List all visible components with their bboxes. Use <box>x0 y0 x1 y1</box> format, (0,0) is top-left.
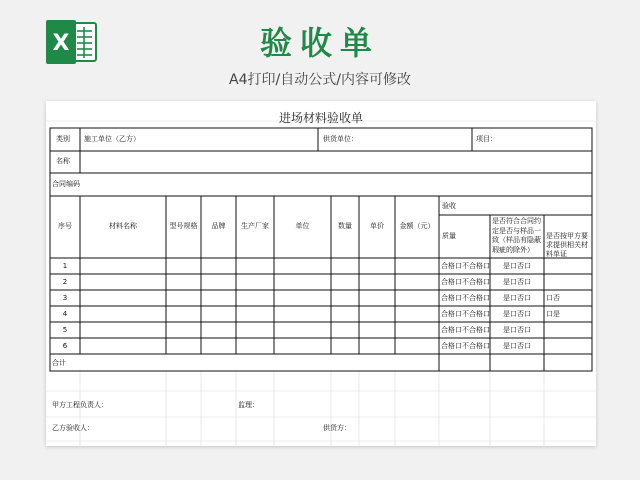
table-row-seq: 6 <box>62 342 68 350</box>
match-checkbox-group[interactable]: 是口否口 <box>503 342 531 350</box>
col-match: 是否符合合同约定是否与样品一致（样品有隐蔽瑕疵的除外） <box>492 217 541 254</box>
logo-letter: X <box>52 31 70 56</box>
col-price: 单价 <box>370 222 384 230</box>
quality-checkbox-group[interactable]: 合格口不合格口 <box>441 326 490 334</box>
form-grid <box>46 101 596 446</box>
page-title: 验收单 <box>259 24 380 62</box>
match-checkbox-group[interactable]: 是口否口 <box>503 326 531 334</box>
table-row-seq: 2 <box>62 278 68 286</box>
total-label: 合计 <box>52 359 66 367</box>
type-label: 类别 <box>56 135 70 143</box>
col-quality: 质量 <box>442 232 456 240</box>
project-label: 项目： <box>476 135 497 143</box>
quality-checkbox-group[interactable]: 合格口不合格口 <box>441 294 490 302</box>
quality-checkbox-group[interactable]: 合格口不合格口 <box>441 342 490 350</box>
quality-checkbox-group[interactable]: 合格口不合格口 <box>441 310 490 318</box>
construction-unit-label: 施工单位（乙方） <box>84 135 140 143</box>
table-row-seq: 3 <box>62 294 68 302</box>
col-material: 材料名称 <box>109 222 137 230</box>
match-checkbox-group[interactable]: 是口否口 <box>503 310 531 318</box>
col-spec: 型号规格 <box>169 222 198 230</box>
contract-no-label: 合同编码 <box>52 180 80 188</box>
table-row-seq: 4 <box>62 310 68 318</box>
page-subtitle: A4打印/自动公式/内容可修改 <box>229 72 411 88</box>
col-qty: 数量 <box>338 222 352 230</box>
party-a-option-no[interactable]: 口否 <box>546 294 560 302</box>
form-title: 进场材料验收单 <box>278 111 363 125</box>
supplier-label: 供货方： <box>323 424 351 432</box>
match-checkbox-group[interactable]: 是口否口 <box>503 294 531 302</box>
col-seq: 序号 <box>58 222 72 230</box>
col-amount: 金额（元） <box>399 222 435 230</box>
party-a-option-yes[interactable]: 口是 <box>546 310 560 318</box>
party-b-acceptor-label: 乙方验收人： <box>52 424 94 432</box>
col-brand: 品牌 <box>211 222 226 230</box>
supervisor-label: 监理： <box>238 401 259 409</box>
col-party-a: 是否按甲方要求提供相关材料单证 <box>546 232 588 258</box>
form-sheet <box>46 101 596 446</box>
col-unit: 单位 <box>295 222 310 230</box>
name-label: 名称 <box>56 157 70 165</box>
quality-checkbox-group[interactable]: 合格口不合格口 <box>441 278 490 286</box>
col-acceptance: 验收 <box>442 202 456 210</box>
party-a-manager-label: 甲方工程负责人： <box>52 401 108 409</box>
col-maker: 生产厂家 <box>241 222 269 230</box>
supplier-unit-label: 供货单位： <box>323 135 358 143</box>
table-row-seq: 5 <box>62 326 68 334</box>
table-row-seq: 1 <box>62 262 68 270</box>
match-checkbox-group[interactable]: 是口否口 <box>503 262 531 270</box>
match-checkbox-group[interactable]: 是口否口 <box>503 278 531 286</box>
quality-checkbox-group[interactable]: 合格口不合格口 <box>441 262 490 270</box>
